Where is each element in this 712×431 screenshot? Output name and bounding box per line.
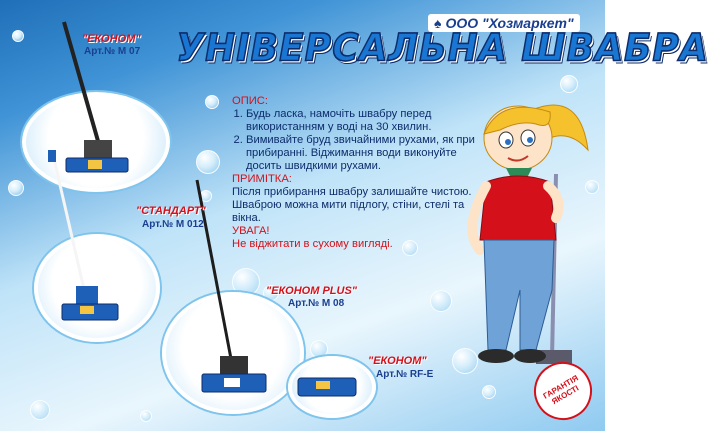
warning-text: Не віджитати в сухому вигляді. xyxy=(232,238,393,250)
product-art-3: Арт.№ М 08 xyxy=(288,298,345,309)
instruction-step: 2. Вимивайте бруд звичайними рухами, як при прибиранні. Віджимання води виконуйте досить швидкими рухами. xyxy=(246,134,492,173)
note-text: Після прибирання швабру залишайте чистою. Шваброю можна мити підлогу, стіни, стелі та вікна. xyxy=(232,186,472,224)
spade-mop-icon: ♠ xyxy=(434,15,442,31)
product-label-4: "ЕКОНОМ" xyxy=(368,355,427,367)
product-label-3: "ЕКОНОМ PLUS" xyxy=(266,285,357,297)
page-title: УНІВЕРСАЛЬНА ШВАБРА xyxy=(172,26,712,71)
product-art-1: Арт.№ М 07 xyxy=(84,46,141,57)
company-name: ООО "Хозмаркет" xyxy=(445,15,574,31)
warning-heading: УВАГА! xyxy=(232,225,270,237)
quality-guarantee-stamp: ГАРАНТІЯ ЯКОСТІ xyxy=(523,351,602,430)
instruction-step: 1. Будь ласка, намочіть швабру перед використанням у воді на 30 хвилин. xyxy=(246,108,492,134)
product-art-2: Арт.№ М 012 xyxy=(142,219,204,230)
cartoon-girl-illustration xyxy=(440,90,590,375)
product-art-4: Арт.№ RF-E xyxy=(376,369,434,380)
product-label-1: "ЕКОНОМ" xyxy=(82,33,141,45)
product-label-2: "СТАНДАРТ" xyxy=(136,205,206,217)
description-heading: ОПИС: xyxy=(232,95,268,107)
note-heading: ПРИМІТКА: xyxy=(232,173,292,185)
